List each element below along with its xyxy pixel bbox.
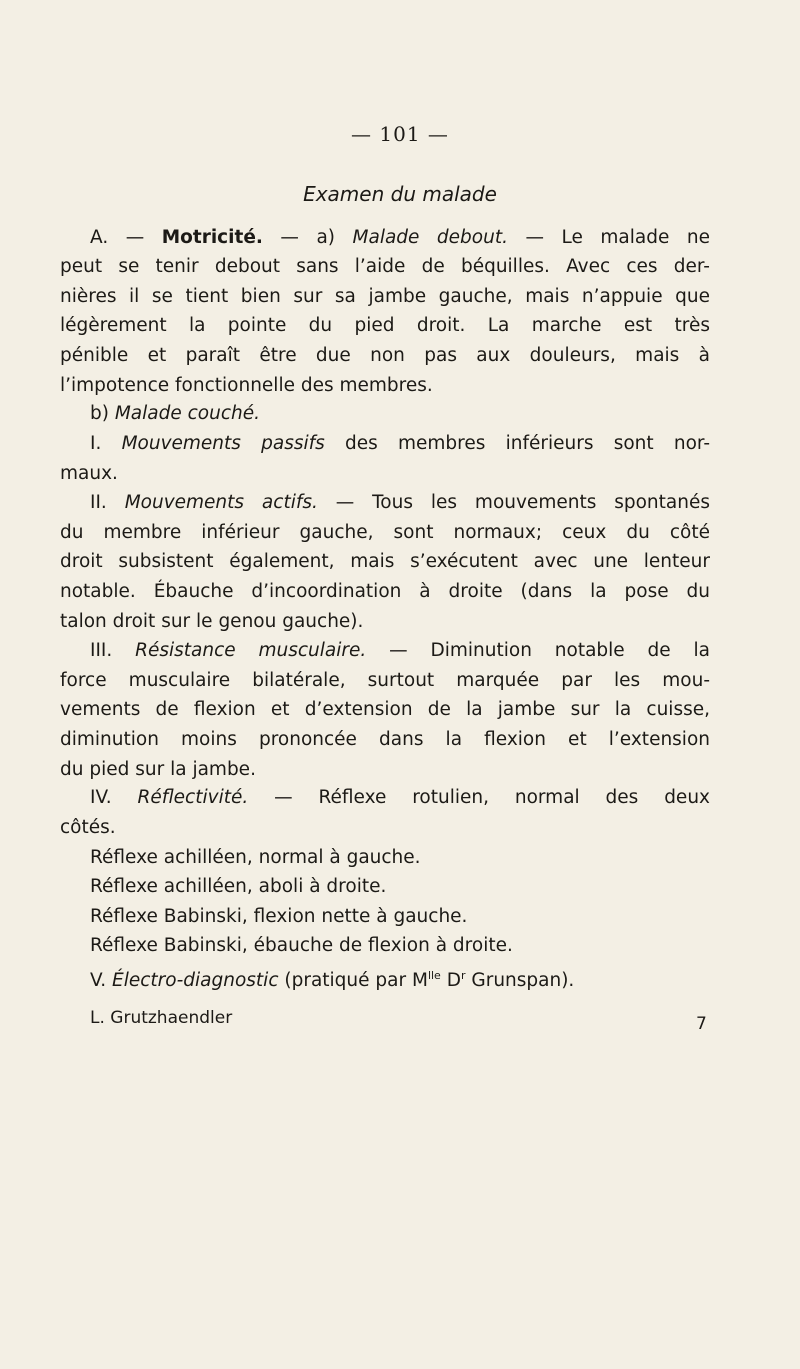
- text-line: [60, 817, 116, 839]
- text-run: — Tous les mouvements spontanés: [317, 492, 710, 514]
- text-run: Mouvements passifs: [121, 433, 325, 454]
- text-line: [60, 522, 710, 544]
- text-run: Malade couché.: [114, 403, 260, 425]
- text-run: b): [90, 403, 115, 425]
- text-run: peut se tenir debout sans l’aide de béquilles. Avec ces der-: [60, 256, 710, 278]
- text-run: force musculaire bilatérale, surtout marquée par les mou-: [60, 669, 710, 691]
- text-line: [90, 227, 710, 249]
- text-line: [60, 611, 363, 633]
- text-run: IV.: [90, 787, 138, 809]
- text-run: du pied sur la jambe.: [60, 758, 256, 780]
- text-run: D: [440, 970, 461, 992]
- text-line: [60, 256, 710, 278]
- text-line: [60, 729, 710, 751]
- text-run: du membre inférieur gauche, sont normaux; ceux du côté: [60, 521, 710, 543]
- text-line: [60, 670, 710, 692]
- text-run: — Réflexe rotulien, normal des deux: [248, 787, 710, 809]
- text-run: Grunspan).: [465, 970, 575, 992]
- text-run: maux.: [60, 462, 118, 484]
- text-run: droit subsistent également, mais s’exécutent avec une lenteur: [60, 551, 710, 573]
- text-line: [60, 315, 710, 337]
- text-line: [60, 759, 256, 781]
- footer-author: L. Grutzhaendler: [90, 1008, 233, 1028]
- text-run: nières il se tient bien sur sa jambe gauche, mais n’appuie que: [60, 285, 710, 307]
- text-line: [60, 375, 433, 397]
- text-run: — Diminution notable de la: [366, 640, 710, 662]
- text-line: [90, 492, 710, 514]
- text-run: Électro-diagnostic: [112, 970, 279, 992]
- text-line: [60, 286, 710, 308]
- text-run: A. —: [90, 227, 162, 249]
- text-run: V.: [90, 970, 113, 992]
- text-line: [90, 847, 421, 869]
- text-run: I.: [90, 433, 122, 454]
- text-run: r: [460, 969, 466, 982]
- text-run: Mouvements actifs.: [124, 492, 318, 514]
- text-run: légèrement la pointe du pied droit. La marche est très: [60, 315, 710, 337]
- text-line: [90, 433, 710, 455]
- text-line: [90, 787, 710, 809]
- text-run: III.: [90, 640, 136, 662]
- text-run: vements de flexion et d’extension de la jambe sur la cuisse,: [60, 699, 710, 721]
- text-line: [90, 876, 386, 898]
- text-run: (pratiqué par M: [278, 970, 428, 992]
- text-run: notable. Ébauche d’incoordination à droite (dans la pose du: [60, 581, 710, 602]
- text-run: lle: [427, 969, 441, 982]
- text-run: Résistance musculaire.: [135, 640, 367, 662]
- text-run: des membres inférieurs sont nor-: [324, 433, 710, 454]
- text-run: Motricité.: [161, 227, 263, 249]
- text-line: [60, 699, 710, 721]
- text-line: [60, 463, 118, 485]
- text-run: — a): [262, 227, 353, 249]
- footer-signature-mark: 7: [696, 1014, 707, 1034]
- text-run: l’impotence fonctionnelle des membres.: [60, 374, 433, 396]
- section-title: Examen du malade: [303, 182, 497, 206]
- text-line: [90, 965, 574, 992]
- text-run: diminution moins prononcée dans la flexion et l’extension: [60, 729, 710, 750]
- text-run: II.: [90, 492, 125, 514]
- text-line: [90, 935, 513, 957]
- text-run: talon droit sur le genou gauche).: [60, 610, 364, 632]
- text-line: [60, 551, 710, 573]
- text-line: [90, 640, 710, 662]
- text-line: [60, 345, 710, 367]
- text-line: [90, 403, 260, 425]
- text-run: Malade debout.: [352, 227, 508, 249]
- text-run: Réflexe Babinski, flexion nette à gauche.: [90, 905, 468, 927]
- text-run: Réflexe achilléen, normal à gauche.: [90, 846, 421, 868]
- text-run: côtés.: [60, 817, 116, 838]
- text-line: [90, 906, 467, 928]
- text-run: — Le malade ne: [507, 227, 710, 249]
- text-run: Réflexe achilléen, aboli à droite.: [90, 876, 387, 898]
- text-run: pénible et paraît être due non pas aux douleurs, mais à: [60, 345, 710, 366]
- text-run: Réflexe Babinski, ébauche de flexion à droite.: [90, 935, 513, 957]
- text-run: Réflectivité.: [137, 787, 249, 809]
- text-line: [60, 581, 710, 603]
- page-number: — 101 —: [351, 122, 449, 146]
